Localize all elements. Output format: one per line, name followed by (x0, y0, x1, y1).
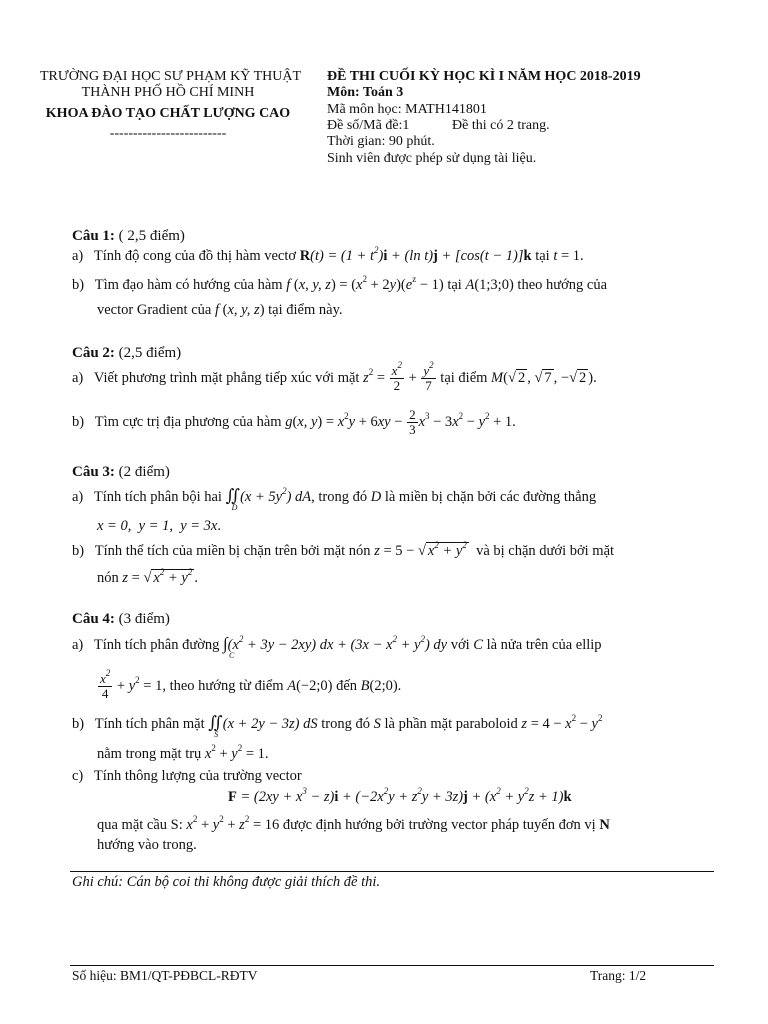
question-3b-line2: nón z = √ $x^2 + y^2$ . (97, 567, 198, 586)
header-dashes: ------------------------- (109, 126, 227, 141)
question-4a: a) Tính tích phân đường ∫ C $(x^2 + 3y - 2xy)$ dx + $(3x - x^2 + y^2)$ dy với C là nửa trên của ellip (72, 634, 602, 660)
question-1a: a) Tính độ cong của đồ thị hàm vectơ $R(t) = (1 + t^2)i + (\ln$ t)j + [cos(t − 1)]k tại t = 1. (72, 245, 584, 264)
question-1b-line2: vector Gradient của f (x, y, z) tại điểm này. (97, 302, 343, 318)
document-code: Số hiệu: BM1/QT-PĐBCL-RĐTV (72, 968, 258, 983)
question-4a-line2: $\frac{x^2}{4}$ + $y^2 = 1$, theo hướng từ điểm A(−2;0) đến B(2;0). (100, 668, 402, 701)
question-4c-field: $F = (2xy + x^3 - z)i + (-2x^2y + z^2y + 3z)j + (x^2 + y^2z + 1)k$ (228, 786, 572, 805)
exam-title: ĐỀ THI CUỐI KỲ HỌC KÌ I NĂM HỌC 2018-2019 (327, 69, 641, 84)
question-1-heading: Câu 1: ( 2,5 điểm) (72, 228, 185, 244)
question-2a: a) Viết phương trình mặt phẳng tiếp xúc với mặt $z^2$ = $\frac{x^2}{2}$ + $\frac{y^2}{7}$ tại điểm M(√ 2 , √ 7 , −√ 2 ). (72, 360, 597, 393)
page-count: Đề thi có 2 trang. (452, 118, 550, 133)
note-top-rule (70, 871, 714, 872)
question-4c-line3: qua mặt cầu S: $x^2 + y^2 + z^2 = 16$ được định hướng bởi trường vector pháp tuyến đơn vị N (97, 814, 610, 833)
question-1b: b) Tìm đạo hàm có hướng của hàm f (x, y, $z) = (x^2 + 2y)(e^z - 1)$ tại A(1;3;0) theo hướng của (72, 274, 608, 293)
duration: Thời gian: 90 phút. (327, 134, 435, 149)
school-name-line2: THÀNH PHỐ HỒ CHÍ MINH (81, 85, 255, 100)
question-3a: a) Tính tích phân bội hai ∬ D $(x + 5y^2)$ dA, trong đó D là miền bị chặn bởi các đường thẳng (72, 486, 597, 512)
page-number: Trang: 1/2 (590, 968, 647, 983)
question-4-heading: Câu 4: (3 điểm) (72, 611, 170, 627)
question-2-heading: Câu 2: (2,5 điểm) (72, 345, 182, 361)
question-4c: c) Tính thông lượng của trường vector (72, 768, 302, 784)
question-4b-line2: nằm trong mặt trụ $x^2 + y^2 = 1$. (97, 743, 269, 762)
school-name-line1: TRƯỜNG ĐẠI HỌC SƯ PHẠM KỸ THUẬT (40, 69, 302, 84)
footer-rule (70, 965, 714, 966)
exam-code: Đề số/Mã đề:1 (327, 118, 410, 133)
course-code: Mã môn học: MATH141801 (327, 102, 487, 117)
materials-note: Sinh viên được phép sử dụng tài liệu. (327, 151, 537, 166)
subject: Môn: Toán 3 (327, 85, 404, 100)
question-3b: b) Tính thể tích của miền bị chặn trên bởi mặt nón z = 5 − √ $x^2 + y^2$ và bị chặn dưới bởi mặt (72, 540, 615, 559)
question-3-heading: Câu 3: (2 điểm) (72, 464, 170, 480)
faculty-name: KHOA ĐÀO TẠO CHẤT LƯỢNG CAO (45, 106, 291, 121)
question-2b: b) Tìm cực trị địa phương của hàm g(x, $y) = x^2y + 6xy$ − $\frac{2}{3}$ $x^3 - 3x^2 - y^2 + 1$. (72, 407, 516, 437)
question-4b: b) Tính tích phân mặt ∬ S (x + 2y − 3z) dS trong đó S là phần mặt paraboloid $z = 4 - x^2 - y^2$ (72, 713, 603, 739)
question-4c-line4: hướng vào trong. (97, 837, 197, 853)
question-3a-line2: x = 0, y = 1, y = 3x. (97, 518, 221, 534)
exam-note: Ghi chú: Cán bộ coi thi không được giải thích đề thi. (72, 874, 381, 890)
